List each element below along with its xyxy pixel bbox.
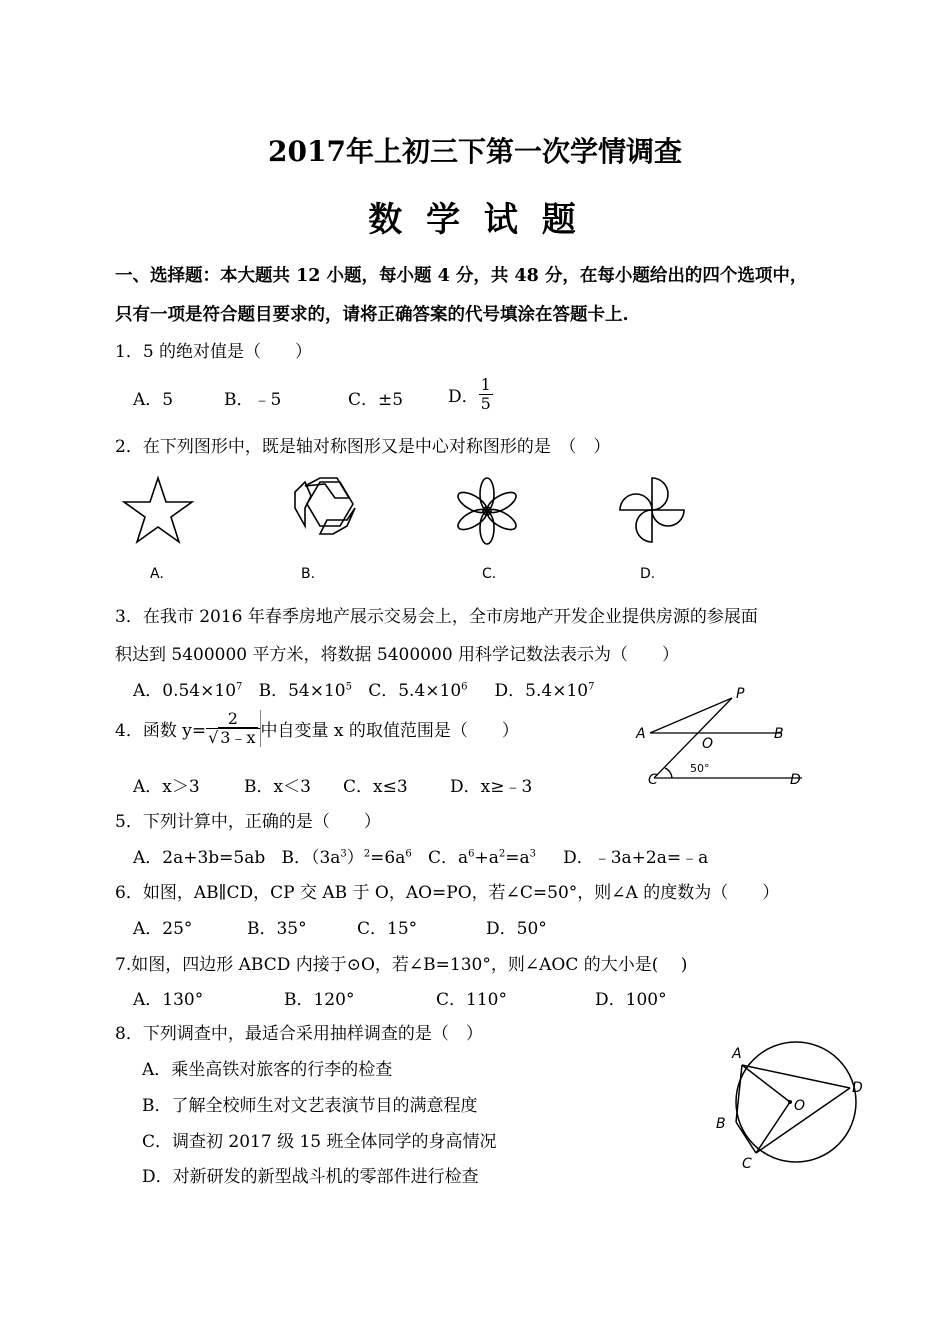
- q2-stem: 2．在下列图形中，既是轴对称图形又是中心对称图形的是 （ ）: [115, 437, 611, 457]
- q5-option-a: A．2a+3b=5ab: [133, 848, 266, 868]
- q1-option-a: A．5: [133, 390, 174, 410]
- q8-option-a: A．乘坐高铁对旅客的行李的检查: [142, 1060, 393, 1080]
- q4-suffix: 中自变量 x 的取值范围是（ ）: [260, 721, 519, 741]
- q6-label-d: D: [790, 772, 801, 788]
- q8-option-d: D．对新研发的新型战斗机的零部件进行检查: [142, 1167, 479, 1187]
- q4-prefix: 4．函数 y=: [115, 721, 207, 741]
- pinwheel-shape: [620, 478, 684, 542]
- q5-options: [133, 843, 708, 868]
- q5-c-part1: C．a: [427, 848, 469, 868]
- q7-option-a: A．130°: [133, 990, 204, 1010]
- q2-label-b: B.: [301, 566, 316, 582]
- q6-option-c: C．15°: [357, 919, 418, 939]
- flower-shape: [455, 478, 519, 544]
- q1-fraction-num: 1: [480, 375, 491, 394]
- q7-label-b: B: [716, 1116, 726, 1132]
- section-heading-line1: 一、选择题：本大题共 12 小题，每小题 4 分，共 48 分，在每小题给出的四个选项中，: [115, 266, 808, 286]
- exam-title: 2017年上初三下第一次学情调查: [268, 135, 682, 168]
- q5-c-exp1: 6: [468, 848, 475, 860]
- q2-label-a: A.: [150, 566, 164, 582]
- q1-fraction-den: 5: [480, 394, 491, 413]
- section-heading-line2: 只有一项是符合题目要求的，请将正确答案的代号填涂在答题卡上.: [115, 305, 629, 325]
- q3-option-d: D．5.4×10: [494, 681, 589, 701]
- q3-option-a: A．0.54×10: [133, 681, 237, 701]
- q5-c-part3: =a: [505, 848, 530, 868]
- q8-option-b: B．了解全校师生对文艺表演节目的满意程度: [142, 1096, 478, 1116]
- q4-fraction-den: √ 3﹣x: [208, 728, 256, 747]
- q8-stem: 8．下列调查中，最适合采用抽样调查的是（ ）: [115, 1024, 483, 1044]
- q7-option-d: D．100°: [595, 990, 667, 1010]
- q5-c-exp2: 2: [498, 848, 506, 860]
- recycle-shape: [295, 478, 355, 534]
- q3-option-a-exp: 7: [236, 681, 243, 693]
- q6-label-o: O: [702, 736, 714, 752]
- q6-label-c: C: [648, 772, 658, 788]
- q7-label-c: C: [742, 1156, 752, 1172]
- q6-label-b: B: [774, 726, 784, 742]
- exam-subtitle: 数 学 试 题: [368, 200, 582, 240]
- q6-figure: [632, 680, 812, 790]
- q3-line2: 积达到 5400000 平方米，将数据 5400000 用科学记数法表示为（ ）: [115, 645, 680, 665]
- q3-option-b-exp: 5: [345, 681, 352, 693]
- q5-option-c: [428, 848, 536, 868]
- q5-b-exp1: 3: [340, 848, 347, 860]
- q4-fraction: [206, 710, 260, 747]
- q5-b-exp2: 2: [363, 848, 371, 860]
- q3-option-c: C．5.4×10: [368, 681, 462, 701]
- q5-option-d: D．﹣3a+2a=﹣a: [563, 848, 709, 868]
- q1-stem: 1．5 的绝对值是（ ）: [115, 342, 313, 362]
- q4-option-d: D．x≥﹣3: [450, 777, 533, 797]
- q1-option-d: [448, 376, 493, 413]
- q4-option-b: B．x＜3: [244, 777, 311, 797]
- q6-label-angle: 50°: [690, 762, 710, 775]
- q2-label-d: D.: [640, 566, 656, 582]
- q3-options: [133, 676, 594, 701]
- q7-label-d: D: [852, 1080, 863, 1096]
- q3-option-d-exp: 7: [588, 681, 595, 693]
- q5-b-part2: ）: [346, 848, 364, 868]
- q4-fraction-num: 2: [206, 710, 259, 729]
- q1-fraction: [479, 376, 493, 413]
- q5-c-part2: +a: [474, 848, 499, 868]
- q1-option-d-label: D．: [448, 387, 479, 407]
- q3-option-b: B．54×10: [258, 681, 346, 701]
- q7-label-a: A: [732, 1046, 742, 1062]
- q6-option-d: D．50°: [486, 919, 547, 939]
- q1-option-c: C．±5: [348, 390, 404, 410]
- q6-option-b: B．35°: [247, 919, 307, 939]
- q5-b-exp3: 6: [405, 848, 412, 860]
- q4-option-c: C．x≤3: [343, 777, 408, 797]
- q5-b-part3: =6a: [370, 848, 406, 868]
- q4-sqrt-content: 3﹣x: [220, 728, 256, 747]
- q2-figures: [115, 468, 715, 588]
- q5-option-b: [281, 848, 411, 868]
- q3-option-c-exp: 6: [461, 681, 468, 693]
- q4-option-a: A．x＞3: [133, 777, 200, 797]
- q7-stem: 7.如图，四边形 ABCD 内接于⊙O，若∠B=130°，则∠AOC 的大小是( ): [115, 955, 688, 975]
- star-shape: [124, 478, 192, 542]
- q5-stem: 5．下列计算中，正确的是（ ）: [115, 812, 381, 832]
- q4-stem: [115, 710, 519, 747]
- q7-label-o: O: [794, 1098, 806, 1114]
- q6-label-p: P: [736, 686, 745, 702]
- q6-label-a: A: [636, 726, 646, 742]
- q8-option-c: C．调查初 2017 级 15 班全体同学的身高情况: [142, 1132, 497, 1152]
- q6-stem: 6．如图，AB∥CD，CP 交 AB 于 O，AO=PO，若∠C=50°，则∠A 的度数为（ ）: [115, 883, 780, 903]
- q5-c-exp3: 3: [529, 848, 537, 860]
- q7-option-c: C．110°: [436, 990, 507, 1010]
- q5-b-part1: B．（3a: [281, 848, 341, 868]
- q2-label-c: C.: [482, 566, 497, 582]
- q7-option-b: B．120°: [284, 990, 355, 1010]
- q3-line1: 3．在我市 2016 年春季房地产展示交易会上，全市房地产开发企业提供房源的参展面: [115, 607, 758, 627]
- q6-option-a: A．25°: [133, 919, 193, 939]
- q1-option-b: B．﹣5: [224, 390, 282, 410]
- q7-figure: [712, 1040, 872, 1175]
